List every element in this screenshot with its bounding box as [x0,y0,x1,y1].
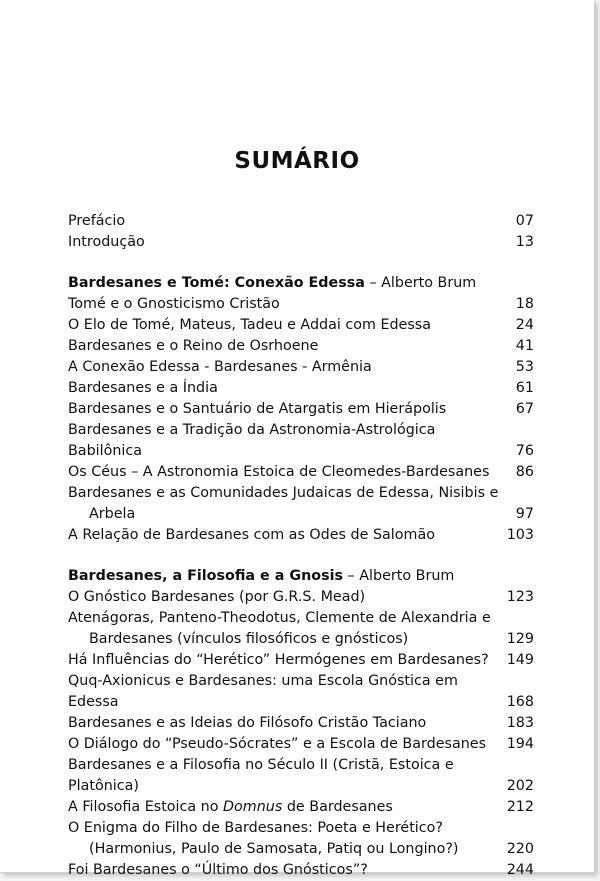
toc-entry-title [68,483,516,525]
section-heading [68,566,534,587]
toc-entry [68,315,534,336]
toc-entry [68,357,534,378]
toc-entry-page: 220 [506,841,534,857]
toc-entry [68,294,534,315]
toc-entry-page: 53 [515,359,534,375]
section-heading [68,273,534,294]
toc-entry [68,399,534,420]
toc-entry-title: Bardesanes e o Reino de Osrhoene [68,338,319,354]
section-author: – Alberto Brum [343,568,455,584]
toc-entry-page: 76 [515,443,534,459]
toc-entry-page: 67 [515,401,534,417]
toc-entry-title: Bardesanes e as Ideias do Filósofo Cristão Taciano [68,715,427,731]
section-title: Bardesanes e Tomé: Conexão Edessa [68,275,365,291]
toc-entry-title: Bardesanes e a Índia [68,380,218,396]
toc-entry-page: 168 [506,694,534,710]
toc-entry-title [68,797,507,818]
toc-entry-title: Bardesanes e a Tradição da Astronomia-Astrológica Babilônica [68,422,436,459]
toc-entry-page: 41 [515,338,534,354]
toc-entry [68,525,534,546]
toc-entry-page: 07 [515,213,534,229]
toc-entry-page: 212 [506,799,534,815]
toc-entry-title: O Gnóstico Bardesanes (por G.R.S. Mead) [68,589,366,605]
toc-entry [68,378,534,399]
toc-entry-page: 123 [506,589,534,605]
toc-entry [68,713,534,734]
toc-entry-page: 202 [506,778,534,794]
toc-entry [68,336,534,357]
toc-entry [68,462,534,483]
toc-entry-title: O Elo de Tomé, Mateus, Tadeu e Addai com Edessa [68,317,432,333]
toc-entry-title: Bardesanes e a Filosofia no Século II (Cristã, Estoica e Platônica) [68,757,454,794]
toc-entry [68,211,534,232]
toc-entry-page: 103 [506,527,534,543]
toc-entry-title: Os Céus – A Astronomia Estoica de Cleomedes-Bardesanes [68,464,490,480]
toc-entry-title-line2: Arbela [89,506,136,522]
toc-entry-title-post: de Bardesanes [282,799,393,815]
toc-entry-title [68,818,507,860]
toc-entry-title: Bardesanes e o Santuário de Atargatis em Hierápolis [68,401,447,417]
toc-entry-page: 24 [515,317,534,333]
toc-entry-title-line1: O Enigma do Filho de Bardesanes: Poeta e Herético? [68,820,443,836]
toc-entry [68,650,534,671]
toc-entry-title: Há Influências do “Herético” Hermógenes em Bardesanes? [68,652,489,668]
toc-entry-title-line1: Atenágoras, Panteno-Theodotus, Clemente de Alexandria e [68,610,491,626]
toc-entry-title-line1: Bardesanes e as Comunidades Judaicas de Edessa, Nisibis e [68,485,499,501]
toc-entry [68,483,534,525]
toc-entry-title-line2: (Harmonius, Paulo de Samosata, Patiq ou Longino?) [89,841,459,857]
toc-entry-page: 86 [515,464,534,480]
toc-entry-title [68,608,507,650]
toc-entry-title-italic: Domnus [223,799,283,815]
toc-entry-title: Tomé e o Gnosticismo Cristão [68,296,280,312]
toc-entry [68,608,534,650]
toc-entry-page: 149 [506,652,534,668]
toc-entry-page: 13 [515,234,534,250]
toc-entry-page: 129 [506,631,534,647]
table-of-contents [68,211,534,881]
toc-entry-title: A Conexão Edessa - Bardesanes - Armênia [68,359,372,375]
toc-entry [68,671,534,713]
toc-entry-title: A Relação de Bardesanes com as Odes de Salomão [68,527,435,543]
toc-entry-title: Foi Bardesanes o “Último dos Gnósticos”? [68,862,368,878]
section-title: Bardesanes, a Filosofia e a Gnosis [68,568,343,584]
toc-entry [68,587,534,608]
toc-entry [68,818,534,860]
toc-entry-page: 18 [515,296,534,312]
page-title: SUMÁRIO [234,148,360,174]
toc-entry-page: 194 [506,736,534,752]
toc-entry-page: 97 [515,506,534,522]
toc-entry-title: Prefácio [68,213,126,229]
section-author: – Alberto Brum [364,275,477,291]
toc-entry [68,734,534,755]
toc-entry [68,755,534,797]
toc-entry-title-line2: Bardesanes (vínculos filosóficos e gnósticos) [89,631,409,647]
toc-entry-title: O Diálogo do “Pseudo-Sócrates” e a Escola de Bardesanes [68,736,487,752]
toc-entry-title: Introdução [68,234,145,250]
toc-entry [68,797,534,818]
toc-entry-page: 61 [515,380,534,396]
toc-entry [68,232,534,253]
toc-entry-page: 183 [506,715,534,731]
toc-entry-title-pre: A Filosofia Estoica no [68,799,224,815]
toc-entry-page: 244 [506,862,534,878]
toc-entry-title: Quq-Axionicus e Bardesanes: uma Escola Gnóstica em Edessa [68,673,458,710]
toc-entry [68,420,534,462]
